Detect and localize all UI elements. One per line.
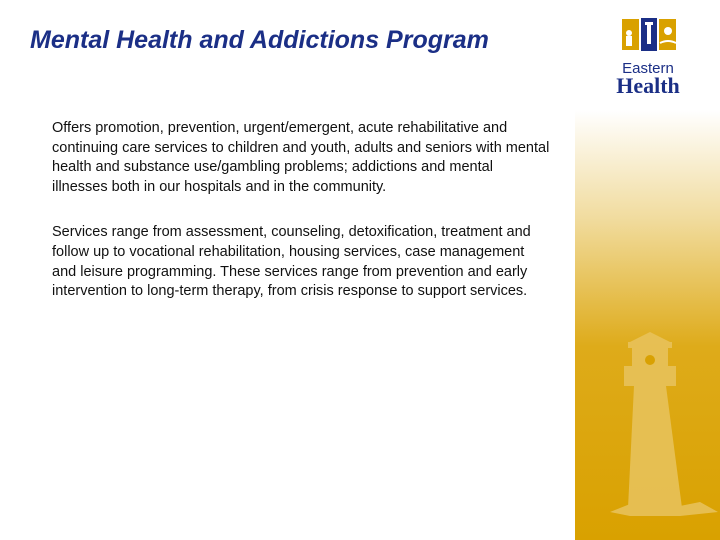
paragraph-services: Services range from assessment, counseling, detoxification, treatment and follow up to vocational rehabilitation, housing services, case management and leisure programming. These services range from prevention and early intervention to long-term therapy, from crisis response to support services. [52, 224, 531, 300]
svg-text:Eastern: Eastern [622, 60, 674, 77]
lighthouse-icon [590, 330, 720, 525]
svg-text:Health: Health [616, 73, 680, 96]
paragraph-overview: Offers promotion, prevention, urgent/emergent, acute rehabilitative and continuing care services to children and youth, adults and seniors with mental health and substance use/gambling problems; addictions and mental illnesses both in our hospitals and in the community. [52, 120, 550, 195]
slide-body [52, 119, 552, 328]
slide-title: Mental Health and Addictions Program [30, 26, 489, 54]
eastern-health-logo [600, 16, 695, 96]
